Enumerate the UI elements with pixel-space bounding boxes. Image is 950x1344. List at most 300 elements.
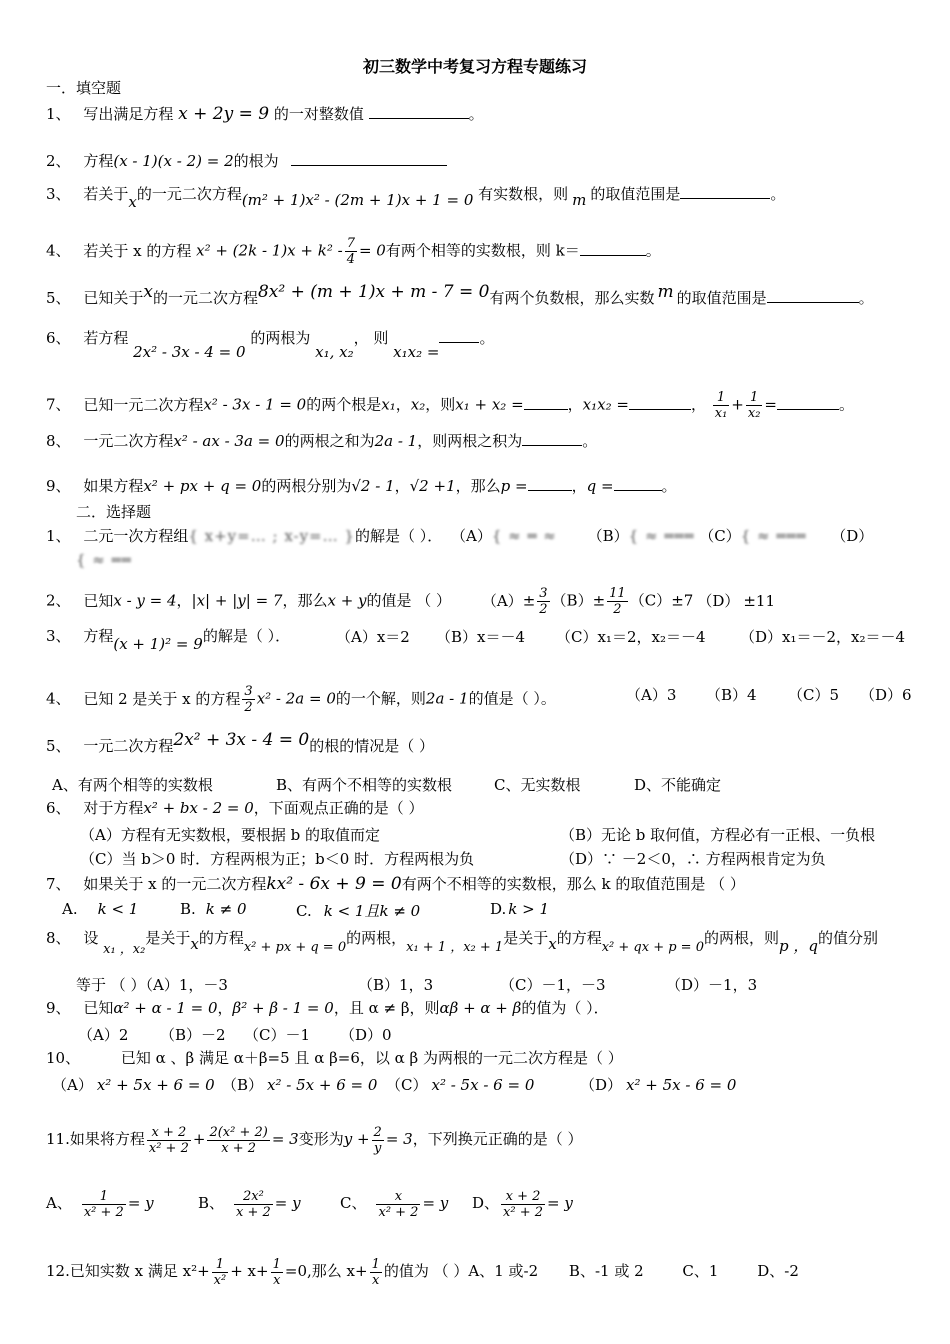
expression: 2a - 1 xyxy=(425,689,469,708)
q-number: 8、 xyxy=(46,432,71,450)
numerator: 1 xyxy=(746,390,763,406)
denominator: y xyxy=(374,1140,382,1156)
p-label: p = xyxy=(500,477,528,495)
q-text: ，那么 xyxy=(455,477,501,495)
q-text: 的值是 （ ） xyxy=(366,591,452,610)
q-number: 3、 xyxy=(46,627,71,645)
q-text: 的值分别 xyxy=(817,929,878,947)
q-end: 。 xyxy=(479,329,495,347)
option-b-value: { ≈ ═══ xyxy=(628,527,695,545)
denominator: 2 xyxy=(539,602,548,617)
q-text: ，则 xyxy=(425,395,456,414)
fraction xyxy=(207,1125,269,1156)
fraction xyxy=(147,1125,191,1156)
fraction xyxy=(212,1257,229,1288)
option-a[interactable]: （A）2 xyxy=(78,1026,129,1044)
q-text: 已知 α 、β 满足 α＋β=5 且 α β=6，以 α β 为两根的一元二次方程是（ ） xyxy=(120,1049,623,1067)
option-c[interactable]: （C）－1 xyxy=(244,1026,311,1044)
root-2: √2 +1 xyxy=(409,477,456,495)
choice-question-3 xyxy=(46,626,291,653)
option-b[interactable]: （B） xyxy=(587,527,629,545)
option-b[interactable]: B、-1 或 2 xyxy=(568,1262,644,1280)
q-text: 变形为 xyxy=(298,1130,344,1148)
numerator: 1 xyxy=(713,390,730,406)
q-text: 如果方程 xyxy=(83,477,144,495)
choice-question-10 xyxy=(46,1048,623,1068)
root-1: x₁ xyxy=(381,395,396,414)
q-text: 的一对整数值 xyxy=(273,105,364,123)
q-text: 的方程 xyxy=(556,929,602,947)
expression: αβ + α + β xyxy=(439,999,522,1017)
option-letter: （C） xyxy=(386,1076,428,1094)
equation: (x + 1)² = 9 xyxy=(113,635,203,653)
separator: ， xyxy=(690,395,706,414)
option-letter: C、 xyxy=(340,1194,367,1212)
fill-question-7 xyxy=(46,390,854,421)
q-text: 的根的情况是（ ） xyxy=(309,737,435,755)
equation-system: { x+y=… ; x-y=… } xyxy=(188,527,355,545)
q-number: 5、 xyxy=(46,289,71,307)
fill-question-8 xyxy=(46,431,597,451)
equation: x² + px + q = 0 xyxy=(143,477,262,495)
option-b[interactable]: （B）x＝－4 xyxy=(436,628,526,646)
answer-blank[interactable] xyxy=(522,431,582,446)
equation: x² - 2a = 0 xyxy=(256,689,336,708)
denominator: x + 2 xyxy=(221,1140,257,1156)
equation: (x - 1)(x - 2) = 2 xyxy=(113,152,234,170)
numerator: 1 xyxy=(82,1189,126,1205)
q-end: 。 xyxy=(645,241,661,260)
q-number: 8、 xyxy=(46,929,71,947)
option-a[interactable] xyxy=(52,1074,215,1095)
q-text: 写出满足方程 xyxy=(83,105,174,123)
equals-expr: = 3 xyxy=(271,1130,299,1148)
q-text: 的两根，则 xyxy=(703,929,779,947)
fraction xyxy=(370,1257,382,1288)
q-text: ，那么 xyxy=(282,591,328,610)
denominator: x₂ xyxy=(747,406,761,421)
variable: m xyxy=(657,282,674,302)
fill-question-9 xyxy=(46,476,677,496)
roots: x₁ + 1 ，x₂ + 1 xyxy=(406,940,504,955)
numerator: x + 2 xyxy=(501,1189,545,1205)
numerator: 2(x² + 2) xyxy=(209,1124,268,1140)
q-text: 的取值范围是 xyxy=(590,185,681,203)
fill-question-1 xyxy=(46,104,484,124)
fraction xyxy=(746,390,763,421)
option-d[interactable]: （D）x₁＝－2，x₂＝－4 xyxy=(740,628,906,646)
choice-question-1 xyxy=(46,526,873,546)
equation: x² + qx + p = 0 xyxy=(601,940,704,955)
q-number: 1、 xyxy=(46,105,71,123)
q-text: 已知一元二次方程 xyxy=(83,395,204,414)
q-text: 对于方程 xyxy=(83,799,144,817)
q-number: 4、 xyxy=(46,241,71,260)
option-c[interactable] xyxy=(386,1074,534,1095)
q-text: 的方程 xyxy=(198,929,244,947)
option-d[interactable]: D、不能确定 xyxy=(634,776,722,794)
denominator: x² + 2 xyxy=(83,1204,124,1220)
denominator: 2 xyxy=(613,602,622,617)
denominator: x² + 2 xyxy=(503,1204,544,1220)
q-text: 的值是（ ）。 xyxy=(468,689,556,708)
option-c[interactable]: （C） xyxy=(699,527,741,545)
sum-expr: 2a - 1 xyxy=(374,432,418,450)
numerator: 1 xyxy=(212,1257,229,1273)
q-number: 9、 xyxy=(46,999,71,1017)
q-text: 一元二次方程 xyxy=(83,737,174,755)
fraction xyxy=(537,586,549,617)
option-d[interactable] xyxy=(490,900,549,918)
q-text: ，则两根之积为 xyxy=(417,432,523,450)
option-value: k > 1 xyxy=(508,900,550,918)
choice-question-5 xyxy=(46,730,435,756)
numerator: 3 xyxy=(244,684,253,699)
choice-question-8 xyxy=(46,928,878,957)
fraction xyxy=(242,684,254,715)
answer-blank[interactable] xyxy=(680,184,770,199)
plus-sign: + xyxy=(731,395,744,414)
q-number: 9、 xyxy=(46,477,71,495)
option-d[interactable] xyxy=(472,1186,573,1220)
option-letter: B. xyxy=(180,900,196,918)
equation: x² + px + q = 0 xyxy=(243,940,347,955)
denominator: x² + 2 xyxy=(148,1140,189,1156)
variable: m xyxy=(572,191,587,209)
fraction xyxy=(372,1125,384,1156)
product-expr: x₁x₂ = xyxy=(393,343,440,361)
option-a[interactable]: A、有两个相等的实数根 xyxy=(52,776,213,794)
q-number: 4、 xyxy=(46,689,71,708)
option-c[interactable]: （C）当 b＞0 时．方程两根为正；b＜0 时．方程两根为负 xyxy=(80,850,475,868)
variable: x xyxy=(143,282,153,302)
q-text: ，下列换元正确的是（ ） xyxy=(412,1130,583,1148)
equation: β² + β - 1 = 0 xyxy=(232,999,334,1017)
choice-question-1-d-value xyxy=(76,550,132,570)
q-number: 3、 xyxy=(46,185,71,203)
numerator: 11 xyxy=(609,586,626,601)
roots: x₁, x₂ xyxy=(315,343,354,361)
option-a[interactable]: （A） xyxy=(481,591,523,610)
option-letter: A、 xyxy=(46,1194,72,1212)
sum-expr: x₁ + x₂ = xyxy=(455,395,524,414)
choice-question-6 xyxy=(46,798,424,818)
answer-blank[interactable] xyxy=(369,104,469,119)
option-value: = y xyxy=(422,1194,449,1212)
q-end: 。 xyxy=(770,185,786,203)
separator: ， xyxy=(567,395,583,414)
equals-expr: = 3 xyxy=(385,1130,413,1148)
choice-question-12 xyxy=(46,1254,799,1288)
option-a[interactable]: 等于 （ ）（A）1，－3 xyxy=(76,976,228,994)
fill-question-2 xyxy=(46,151,447,171)
option-c-value: ±7 xyxy=(671,591,694,610)
q-text: 已知实数 x 满足 x²+ xyxy=(69,1262,210,1280)
q-number: 6、 xyxy=(46,799,71,817)
q-text: 有两个相等的实数根，则 k＝ xyxy=(385,241,580,260)
q-text: 若关于 xyxy=(83,185,129,203)
choice-question-2 xyxy=(46,586,775,617)
q-text: 是关于 xyxy=(503,929,549,947)
denominator: x + 2 xyxy=(236,1204,271,1220)
numerator: 3 xyxy=(539,586,548,601)
answer-blank[interactable] xyxy=(767,288,859,303)
option-letter: C. xyxy=(296,902,312,920)
option-b[interactable]: （B）－2 xyxy=(160,1026,226,1044)
q-text: 是关于 xyxy=(145,929,191,947)
q-text: 有两个负数根，那么实数 xyxy=(489,289,655,307)
q-number: 7、 xyxy=(46,875,71,893)
denominator: x₁ xyxy=(714,406,728,421)
option-value: k ≠ 0 xyxy=(205,900,247,918)
q-text: + x+ xyxy=(230,1262,269,1280)
option-c[interactable]: C、无实数根 xyxy=(494,776,581,794)
equation: x - y = 4 xyxy=(113,591,177,610)
answer-blank[interactable] xyxy=(629,395,691,410)
option-a[interactable]: （A）3 xyxy=(626,686,677,704)
option-c[interactable]: （C）5 xyxy=(788,686,840,704)
option-value: x² + 5x - 6 = 0 xyxy=(626,1076,737,1094)
option-value: k < 1且k ≠ 0 xyxy=(323,902,421,920)
option-d[interactable]: （D） xyxy=(831,527,874,545)
option-d[interactable]: （D）∵ －2＜0，∴ 方程两根肯定为负 xyxy=(560,850,826,868)
numerator: 2 xyxy=(373,1124,382,1140)
plus-minus: ± xyxy=(592,591,606,610)
equation: kx² - 6x + 9 = 0 xyxy=(266,874,402,894)
choice-question-11 xyxy=(46,1122,583,1156)
q-text: ，且 α ≠ β，则 xyxy=(333,999,440,1017)
option-c[interactable]: （C） xyxy=(629,591,672,610)
answer-blank[interactable] xyxy=(439,328,479,343)
denominator: x xyxy=(273,1272,281,1288)
q-text: 的值为（ ）． xyxy=(521,999,609,1017)
q-text: 若关于 x 的方程 xyxy=(83,241,192,260)
fraction xyxy=(501,1189,545,1220)
option-d-value: ±11 xyxy=(743,591,775,610)
plus-sign: + xyxy=(192,1130,206,1148)
q-text: 的一个解，则 xyxy=(335,689,426,708)
answer-blank[interactable] xyxy=(777,395,839,410)
q-text: 有两个不相等的实数根，那么 k 的取值范围是 （ ） xyxy=(401,875,745,893)
separator: ， xyxy=(176,591,192,610)
variable: x xyxy=(128,193,137,211)
equation: x² + bx - 2 = 0 xyxy=(143,799,254,817)
q-text: 的解是（ ）． xyxy=(202,627,291,645)
section-fill-heading: 一．填空题 xyxy=(46,79,122,97)
numerator: 2x² xyxy=(234,1189,273,1205)
variable: x xyxy=(190,935,199,953)
separator: ， xyxy=(571,477,587,495)
fraction xyxy=(713,390,730,421)
fill-question-6 xyxy=(46,328,495,361)
q-label: q = xyxy=(586,477,614,495)
q-number: 5、 xyxy=(46,737,71,755)
answer-blank[interactable] xyxy=(580,241,646,256)
answer-blank[interactable] xyxy=(524,395,568,410)
option-d[interactable]: （D）－1，3 xyxy=(666,976,758,994)
q-text: 的一元二次方程 xyxy=(152,289,258,307)
q-text: 已知关于 xyxy=(83,289,144,307)
equation: 2x² + 3x - 4 = 0 xyxy=(173,730,310,750)
variable: x xyxy=(548,935,557,953)
option-letter: D、 xyxy=(472,1194,500,1212)
choice-question-4 xyxy=(46,684,556,715)
choice-question-9 xyxy=(46,998,609,1018)
q-text: 的解是（ ）． xyxy=(354,527,443,545)
answer-blank[interactable] xyxy=(614,476,662,491)
option-d[interactable]: （D） xyxy=(697,591,740,610)
q-number: 6、 xyxy=(46,329,71,347)
denominator: 4 xyxy=(346,252,355,267)
equation: α² + α - 1 = 0 xyxy=(113,999,218,1017)
section-choice-heading: 二．选择题 xyxy=(76,503,152,521)
option-c[interactable] xyxy=(340,1186,448,1220)
roots: x₁ ，x₂ xyxy=(103,942,146,957)
q-text: 如果将方程 xyxy=(69,1130,145,1148)
page-title: 初三数学中考复习方程专题练习 xyxy=(362,57,587,76)
q-text: 的两个根是 xyxy=(306,395,382,414)
option-letter: （A） xyxy=(52,1076,93,1094)
q-text: 已知 xyxy=(83,999,114,1017)
separator: ， xyxy=(395,395,411,414)
answer-blank[interactable] xyxy=(528,476,572,491)
option-d[interactable]: （D）6 xyxy=(860,686,912,704)
q-number: 10、 xyxy=(46,1049,81,1067)
equation: (m² + 1)x² - (2m + 1)x + 1 = 0 xyxy=(241,191,474,209)
option-b[interactable]: （B）1，3 xyxy=(358,976,434,994)
option-d-value: { ≈ ══ xyxy=(76,551,132,569)
option-c[interactable]: （C）x₁＝2，x₂＝－4 xyxy=(556,628,706,646)
equation: x² - ax - 3a = 0 xyxy=(173,432,285,450)
option-a[interactable] xyxy=(46,1186,154,1220)
fraction xyxy=(82,1189,126,1220)
option-value: k < 1 xyxy=(97,900,139,918)
q-end: 。 xyxy=(839,395,855,414)
option-value: x² - 5x - 6 = 0 xyxy=(431,1076,535,1094)
q-text: 一元二次方程 xyxy=(83,432,174,450)
option-c[interactable] xyxy=(296,900,420,921)
q-end: 。 xyxy=(858,289,874,307)
option-value: x² - 5x + 6 = 0 xyxy=(267,1076,378,1094)
numerator: 1 xyxy=(371,1256,380,1272)
equation: = 0 xyxy=(358,241,386,260)
option-b[interactable] xyxy=(222,1074,377,1095)
q-text: 方程 xyxy=(83,627,114,645)
q-text: 若方程 xyxy=(83,329,129,347)
option-letter: （D） xyxy=(580,1076,623,1094)
option-b[interactable]: （B）4 xyxy=(706,686,757,704)
q-text: 方程 xyxy=(83,152,114,170)
separator: ， xyxy=(394,477,410,495)
q-number: 7、 xyxy=(46,395,71,414)
option-letter: B、 xyxy=(198,1194,225,1212)
option-a[interactable]: （A） xyxy=(451,527,492,545)
numerator: 7 xyxy=(346,236,355,251)
variables: p ，q xyxy=(778,937,818,955)
q-text: =0,那么 x+ xyxy=(284,1262,368,1280)
equation: 2x² - 3x - 4 = 0 xyxy=(133,343,246,361)
numerator: x xyxy=(376,1189,420,1205)
option-a[interactable]: （A）方程有无实数根，要根据 b 的取值而定 xyxy=(80,826,380,844)
option-a[interactable] xyxy=(62,900,138,918)
q-end: 。 xyxy=(468,105,484,123)
answer-blank[interactable] xyxy=(291,151,447,166)
equation: x + 2y = 9 xyxy=(178,104,270,124)
option-a[interactable]: （A）x＝2 xyxy=(336,628,410,646)
fraction xyxy=(607,586,628,617)
option-c[interactable]: （C）－1，－3 xyxy=(500,976,606,994)
option-a-value: { ≈ ═ ≈ xyxy=(491,527,557,545)
q-text: 的两根之和为 xyxy=(284,432,375,450)
option-letter: D. xyxy=(490,900,507,918)
fraction xyxy=(271,1257,283,1288)
option-b[interactable]: （B）无论 b 取何值，方程必有一正根、一负根 xyxy=(560,826,876,844)
option-d[interactable]: （D）0 xyxy=(340,1026,392,1044)
q-text: 的一元二次方程 xyxy=(136,185,242,203)
fill-question-4 xyxy=(46,236,661,267)
q-number: 12. xyxy=(46,1262,70,1280)
option-b[interactable]: （B） xyxy=(551,591,593,610)
fraction xyxy=(376,1189,420,1220)
fill-question-5 xyxy=(46,282,874,308)
numerator: 1 xyxy=(272,1256,281,1272)
equation: |x| + |y| = 7 xyxy=(191,591,283,610)
q-text: 的值为 （ ）A、1 或-2 xyxy=(383,1262,539,1280)
q-number: 1、 xyxy=(46,527,71,545)
expression: x + y xyxy=(327,591,367,610)
q-text: ， 则 xyxy=(353,329,389,347)
q-text: 有实数根，则 xyxy=(478,185,569,203)
q-number: 2、 xyxy=(46,152,71,170)
q-text: 已知 2 是关于 x 的方程 xyxy=(83,689,241,708)
option-value: = y xyxy=(127,1194,154,1212)
choice-question-7 xyxy=(46,874,745,894)
fill-question-3 xyxy=(46,184,786,211)
option-b[interactable] xyxy=(198,1186,301,1220)
option-c[interactable]: C、1 xyxy=(682,1262,719,1280)
q-text: 设 xyxy=(83,929,99,947)
option-letter: （B） xyxy=(222,1076,264,1094)
option-c-value: { ≈ ═══ xyxy=(740,527,807,545)
fraction xyxy=(234,1189,273,1220)
expression: y + xyxy=(343,1130,370,1148)
option-b[interactable] xyxy=(180,900,247,918)
q-end: 。 xyxy=(582,432,598,450)
separator: ， xyxy=(217,999,233,1017)
numerator: x + 2 xyxy=(147,1125,191,1141)
q-text: ，下面观点正确的是（ ） xyxy=(253,799,424,817)
root-1: √2 - 1 xyxy=(351,477,395,495)
q-text: 的根为 xyxy=(233,152,279,170)
option-b[interactable]: B、有两个不相等的实数根 xyxy=(276,776,453,794)
option-letter: A. xyxy=(62,900,78,918)
denominator: 2 xyxy=(244,700,253,715)
q-text: 如果关于 x 的一元二次方程 xyxy=(83,875,267,893)
q-text: 的两根为 xyxy=(250,329,311,347)
plus-minus: ± xyxy=(522,591,536,610)
q-text: 二元一次方程组 xyxy=(83,527,189,545)
denominator: x² xyxy=(213,1272,227,1288)
option-d[interactable] xyxy=(580,1074,736,1095)
q-text: 的两根分别为 xyxy=(261,477,352,495)
product-expr: x₁x₂ = xyxy=(582,395,629,414)
q-text: 的取值范围是 xyxy=(676,289,767,307)
fraction xyxy=(345,236,357,267)
q-end: 。 xyxy=(661,477,677,495)
option-value: = y xyxy=(274,1194,301,1212)
option-value: x² + 5x + 6 = 0 xyxy=(96,1076,215,1094)
option-d[interactable]: D、-2 xyxy=(757,1262,799,1280)
